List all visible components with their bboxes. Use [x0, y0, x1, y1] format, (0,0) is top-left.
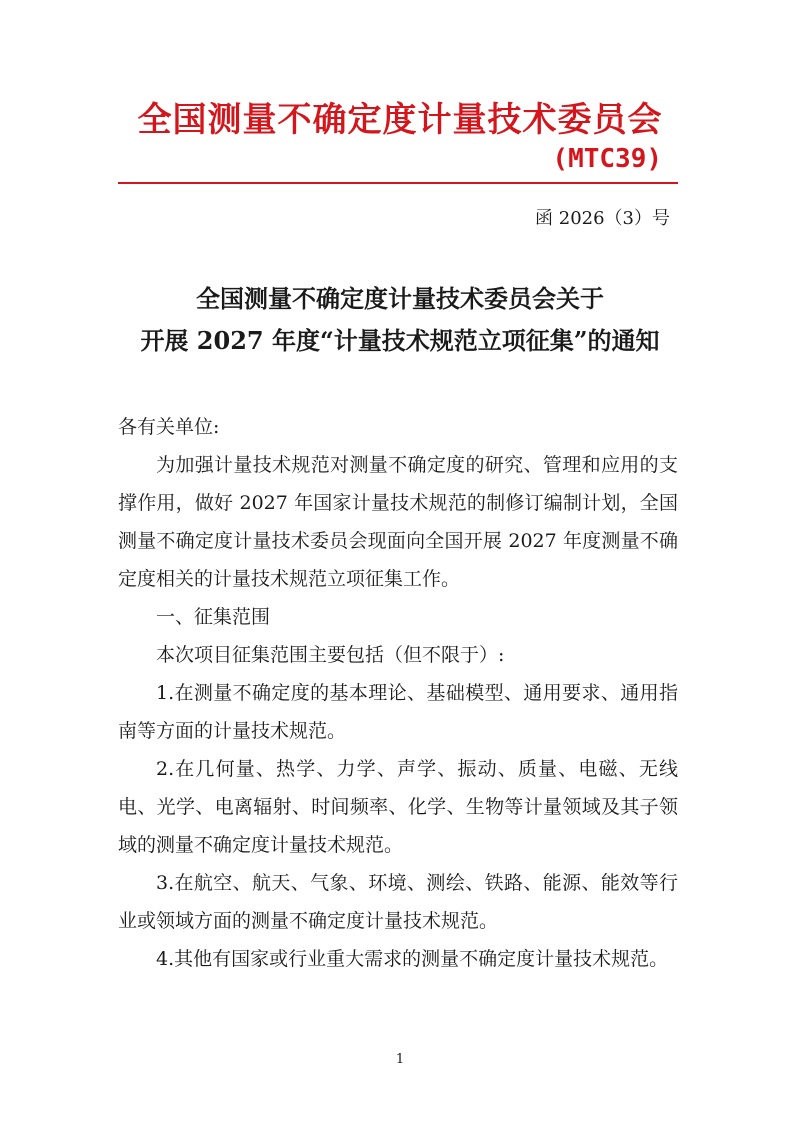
- section-heading: 一、征集范围: [156, 606, 271, 628]
- intro-paragraph: 为加强计量技术规范对测量不确定度的研究、管理和应用的支撑作用，做好 2027 年国家计量技术规范的制修订编制计划，全国测量不确定度计量技术委员会现面向全国开展 2027 年度测量不确定度相关的计量技术规范立项征集工作。: [118, 454, 678, 590]
- page-number: 1: [395, 1052, 405, 1067]
- document-title: [0, 278, 800, 362]
- document-body: [118, 408, 678, 978]
- scope-item-4: 4.其他有国家或行业重大需求的测量不确定度计量技术规范。: [156, 948, 669, 970]
- scope-item-3: 3.在航空、航天、气象、环境、测绘、铁路、能源、能效等行业或领域方面的测量不确定度计量技术规范。: [118, 872, 678, 932]
- title-line-1: 全国测量不确定度计量技术委员会关于: [196, 284, 604, 313]
- document-number: 函 2026（3）号: [535, 208, 670, 229]
- organization-name: 全国测量不确定度计量技术委员会: [137, 100, 663, 140]
- scope-item-2: 2.在几何量、热学、力学、声学、振动、质量、电磁、无线电、光学、电离辐射、时间频率、化学、生物等计量领域及其子领域的测量不确定度计量技术规范。: [118, 758, 678, 856]
- header-divider: [118, 182, 678, 184]
- organization-code: (MTC39): [552, 144, 662, 174]
- salutation: 各有关单位:: [118, 416, 220, 438]
- title-line-2: 开展 2027 年度“计量技术规范立项征集”的通知: [140, 326, 660, 355]
- scope-intro: 本次项目征集范围主要包括（但不限于）:: [156, 644, 505, 666]
- scope-item-1: 1.在测量不确定度的基本理论、基础模型、通用要求、通用指南等方面的计量技术规范。: [118, 682, 678, 742]
